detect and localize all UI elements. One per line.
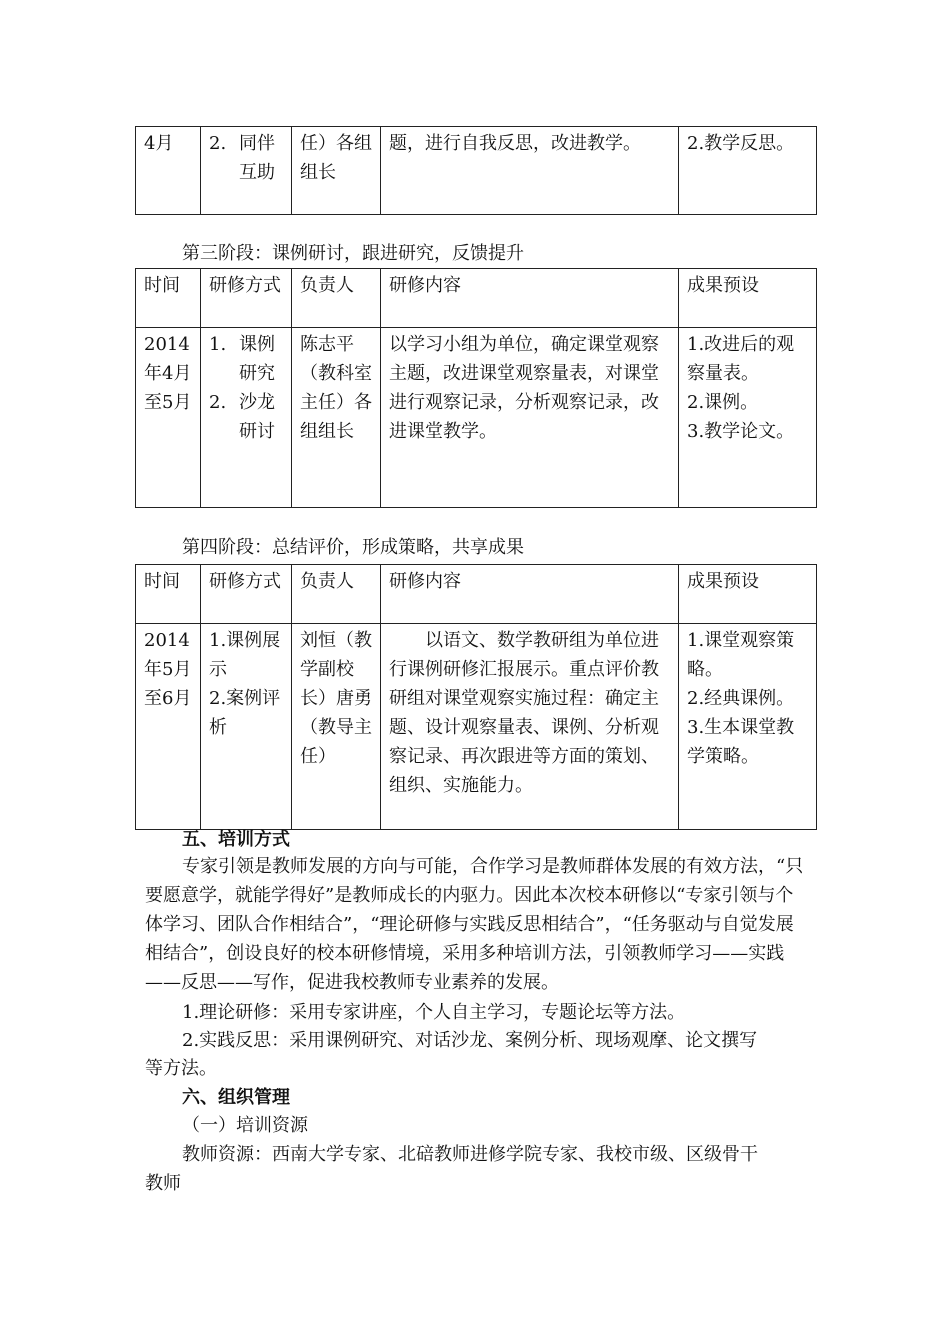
header-content: 研修内容 (381, 565, 679, 624)
method-text: 课例研究 (239, 334, 275, 384)
result-cell (679, 328, 817, 508)
result-item: 2.课例。 (687, 392, 759, 413)
table-row (136, 328, 817, 508)
stage3-title: 第三阶段：课例研讨，跟进研究，反馈提升 (182, 243, 524, 264)
result-cell: 2.教学反思。 (679, 127, 817, 215)
table-row (136, 624, 817, 830)
owner-cell: 陈志平（教科室主任）各组组长 (292, 328, 381, 508)
result-item: 3.生本课堂教学策略。 (687, 717, 795, 767)
section5-paragraph: 专家引领是教师发展的方向与可能，合作学习是教师群体发展的有效方法，“只要愿意学，就能学得好”是教师成长的内驱力。因此本次校本研修以“专家引领与个体学习、团队合作相结合”，“理论研修与实践反思相结合”，“任务驱动与自觉发展相结合”，创设良好的校本研修情境，采用多种培训方法，引领教师学习——实践——反思——写作，促进我校教师专业素养的发展。 (145, 856, 804, 993)
result-cell (679, 624, 817, 830)
item-number: 2. (209, 133, 227, 154)
method-text: 沙龙研讨 (239, 392, 275, 442)
time-cell: 2014年5月至6月 (136, 624, 201, 830)
teacher-resources-cont: 教师 (145, 1173, 181, 1194)
method-cell (201, 328, 292, 508)
header-time: 时间 (136, 565, 201, 624)
owner-cell: 任）各组组长 (292, 127, 381, 215)
section6-heading: 六、组织管理 (182, 1087, 290, 1108)
header-time: 时间 (136, 269, 201, 328)
method-text: 同伴互助 (239, 133, 275, 183)
header-content: 研修内容 (381, 269, 679, 328)
method-item: 1.课例展示 (209, 630, 281, 680)
owner-cell: 刘恒（教学副校长）唐勇（教导主任） (292, 624, 381, 830)
header-result: 成果预设 (679, 269, 817, 328)
table-row (136, 127, 817, 215)
table-header-row (136, 565, 817, 624)
header-method: 研修方式 (201, 565, 292, 624)
teacher-resources: 教师资源：西南大学专家、北碚教师进修学院专家、我校市级、区级骨干 (182, 1144, 758, 1165)
stage4-table (135, 564, 817, 830)
stage2-table-continued (135, 126, 817, 215)
section6-subheading: （一）培训资源 (182, 1115, 308, 1136)
header-owner: 负责人 (292, 565, 381, 624)
section5-item-2-cont: 等方法。 (145, 1058, 217, 1079)
header-result: 成果预设 (679, 565, 817, 624)
method-item: 2.案例评析 (209, 688, 281, 738)
method-cell (201, 127, 292, 215)
result-item: 2.经典课例。 (687, 688, 795, 709)
header-method: 研修方式 (201, 269, 292, 328)
item-number: 2. (209, 392, 227, 413)
time-cell: 2014年4月至5月 (136, 328, 201, 508)
content-cell: 以学习小组为单位，确定课堂观察主题，改进课堂观察量表，对课堂进行观察记录，分析观察记录，改进课堂教学。 (381, 328, 679, 508)
stage4-title: 第四阶段：总结评价，形成策略，共享成果 (182, 537, 524, 558)
stage3-table (135, 268, 817, 508)
result-item: 1.课堂观察策略。 (687, 630, 795, 680)
content-cell: 以语文、数学教研组为单位进行课例研修汇报展示。重点评价教研组对课堂观察实施过程：确定主题、设计观察量表、课例、分析观察记录、再次跟进等方面的策划、组织、实施能力。 (381, 624, 679, 830)
section5-item-1: 1.理论研修：采用专家讲座，个人自主学习，专题论坛等方法。 (182, 1002, 686, 1023)
time-cell: 4月 (136, 127, 201, 215)
section5-item-2: 2.实践反思：采用课例研究、对话沙龙、案例分析、现场观摩、论文撰写 (182, 1030, 758, 1051)
result-item: 3.教学论文。 (687, 421, 795, 442)
table-header-row (136, 269, 817, 328)
method-cell (201, 624, 292, 830)
section5-heading: 五、培训方式 (182, 829, 290, 850)
item-number: 1. (209, 334, 227, 355)
content-cell: 题，进行自我反思，改进教学。 (381, 127, 679, 215)
result-item: 1.改进后的观察量表。 (687, 334, 795, 384)
header-owner: 负责人 (292, 269, 381, 328)
